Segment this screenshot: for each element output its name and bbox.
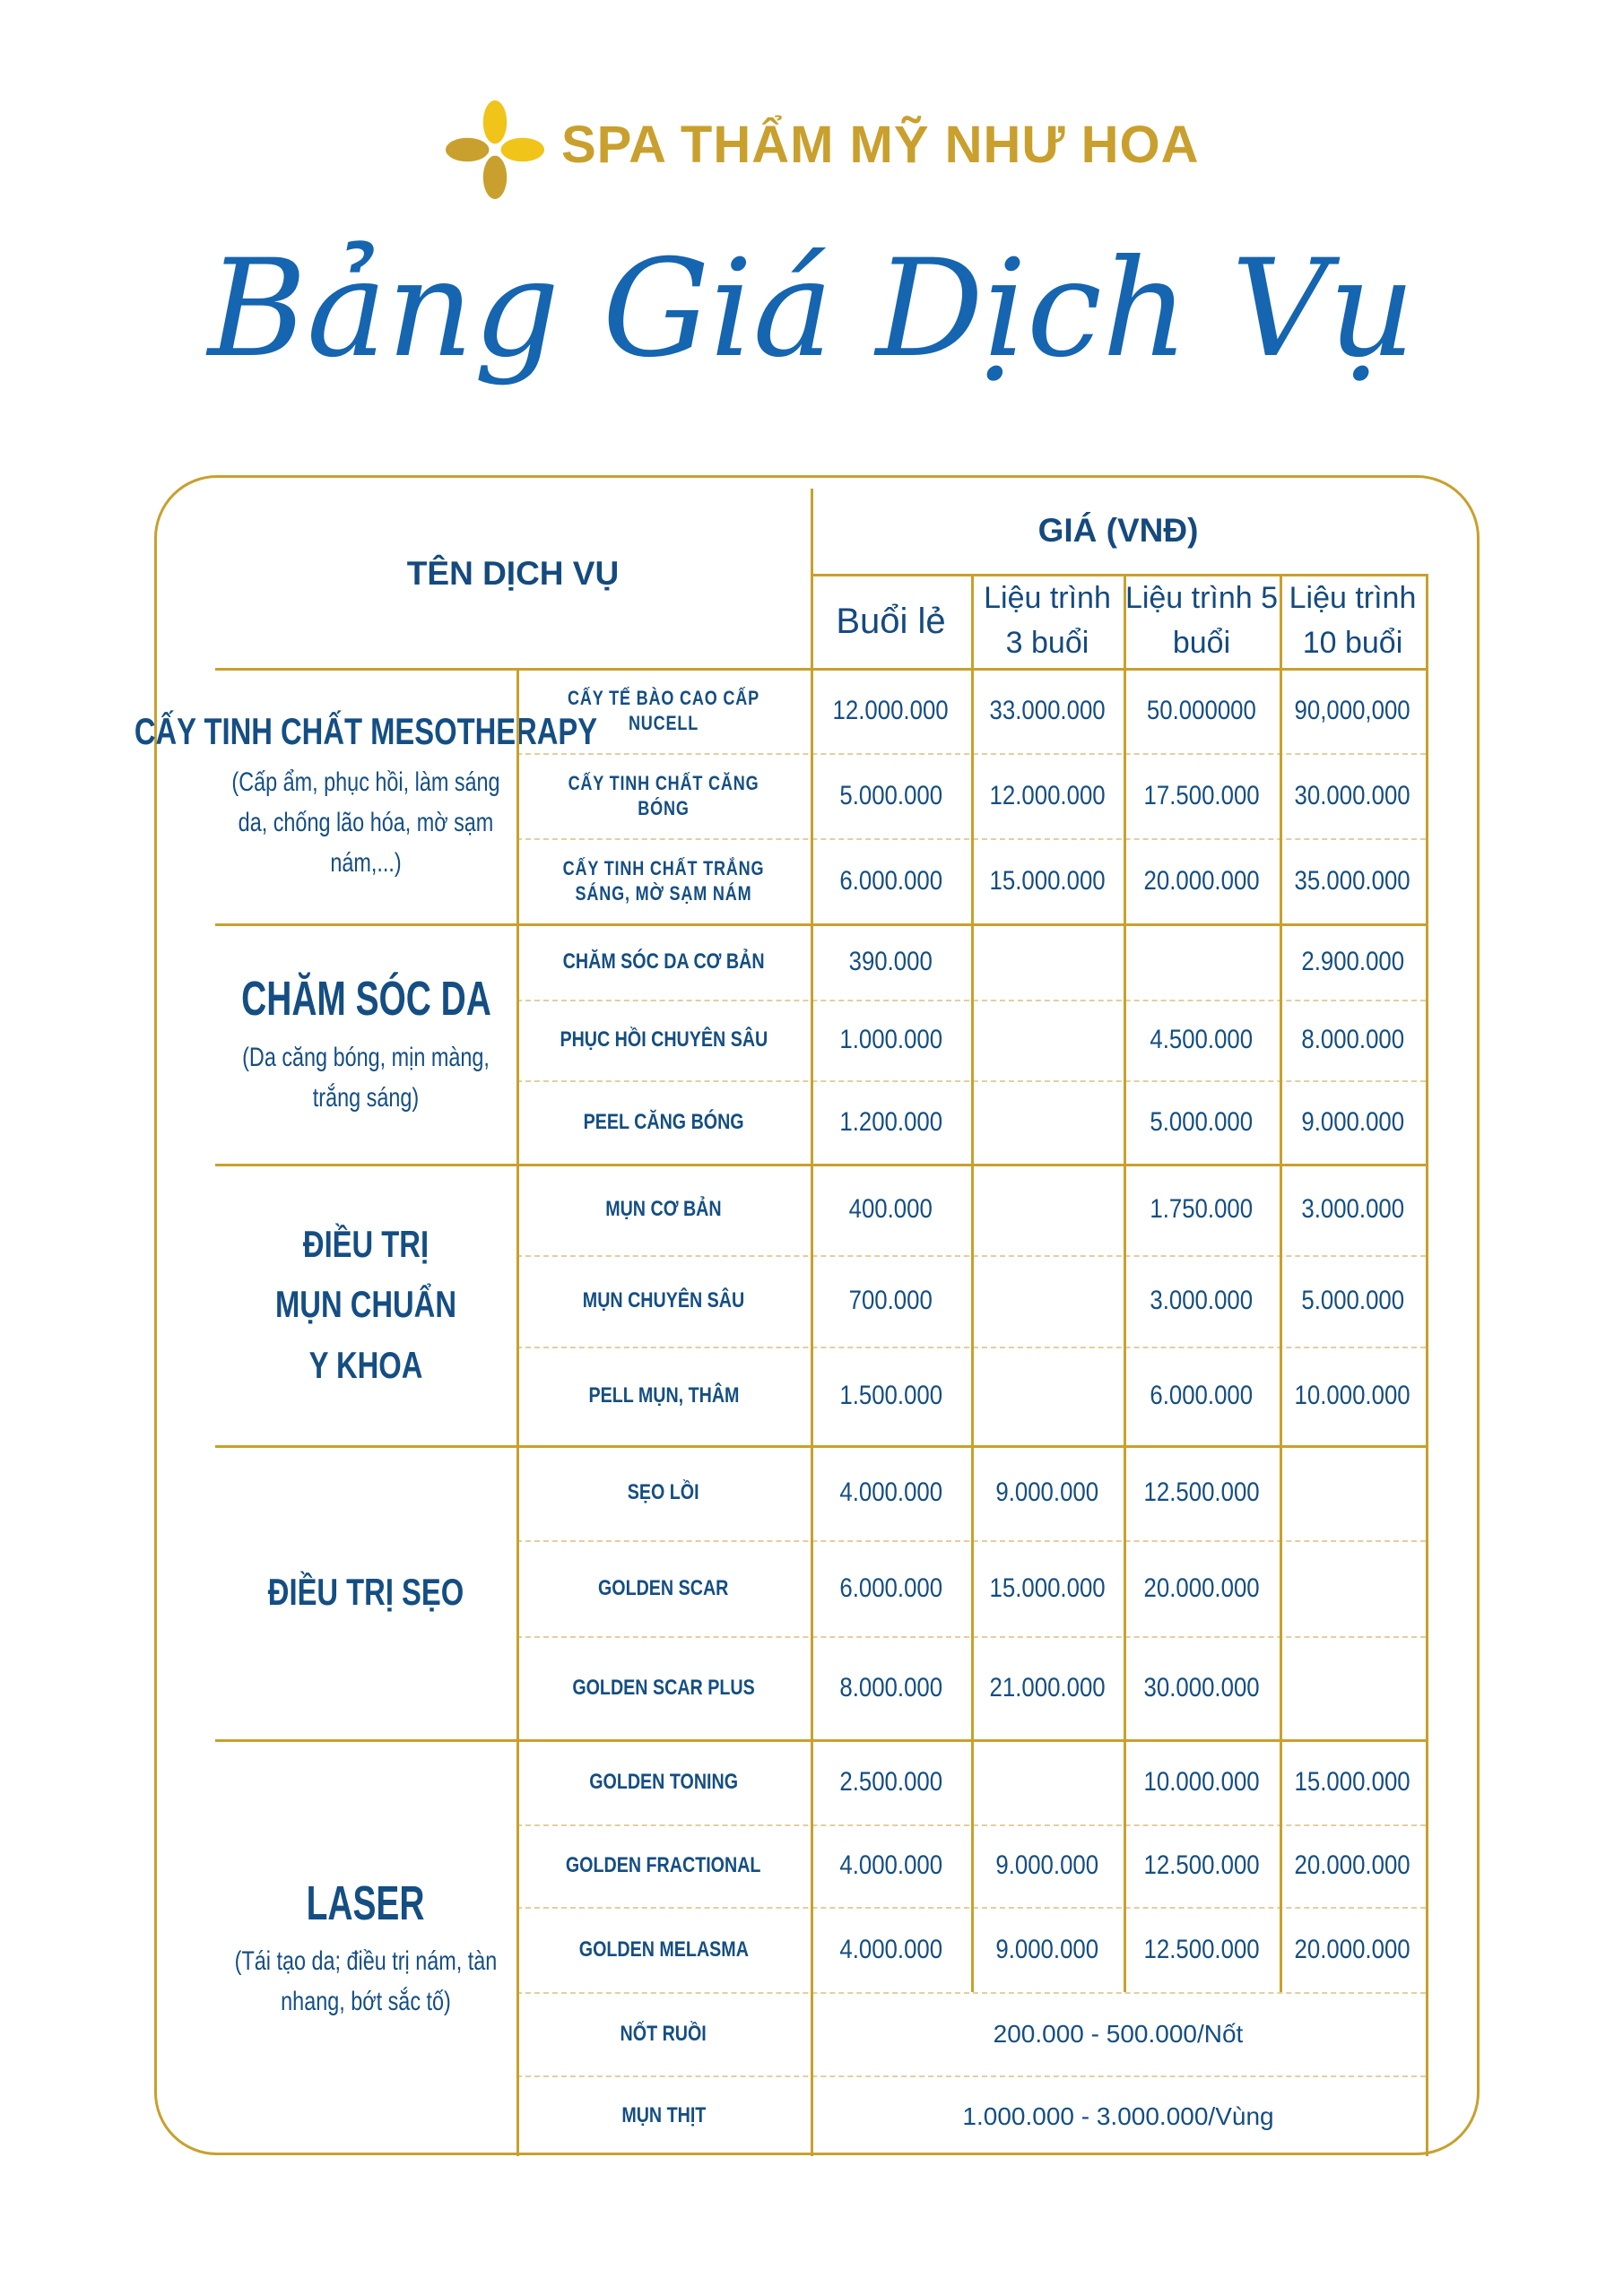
price-cell: 20.000.000	[1294, 1850, 1411, 1881]
price-cell: 1.750.000	[1150, 1194, 1254, 1225]
service-name: SẸO LỒI	[628, 1480, 699, 1504]
price-col-line	[971, 1080, 974, 1164]
price-cell: 35.000.000	[1294, 865, 1411, 896]
service-name: PELL MỤN, THÂM	[587, 1383, 739, 1408]
category-divider	[215, 1164, 1426, 1166]
price-cell	[971, 1000, 1124, 1080]
price-col-line	[1124, 923, 1126, 1000]
price-col-line	[971, 1636, 974, 1739]
price-col-line	[1280, 1080, 1282, 1164]
price-cell: 12.500.000	[1143, 1477, 1260, 1508]
category-name: ĐIỀU TRỊ MỤN CHUẨN Y KHOA	[274, 1223, 456, 1386]
price-cell	[971, 1255, 1124, 1347]
flower-icon	[446, 100, 544, 199]
price-cell: 15.000.000	[1294, 1766, 1411, 1797]
price-col-line	[971, 1824, 974, 1907]
price-left-line	[811, 1164, 813, 1445]
category-name: CHĂM SÓC DA	[240, 972, 491, 1027]
price-cell: 15.000.000	[989, 1573, 1106, 1603]
price-cell: 2.900.000	[1301, 946, 1404, 976]
service-name: MỤN CƠ BẢN	[605, 1197, 722, 1221]
column-header-1: Buổi lẻ	[836, 601, 946, 641]
price-cell: 9.000.000	[1301, 1106, 1404, 1137]
service-name: PEEL CĂNG BÓNG	[583, 1109, 744, 1134]
price-cell: 9.000.000	[995, 1477, 1099, 1508]
price-cell: 4.000.000	[839, 1477, 942, 1508]
price-cell: 4.500.000	[1150, 1025, 1254, 1055]
service-name: PHỤC HỒI CHUYÊN SÂU	[560, 1027, 768, 1052]
price-col-line	[1124, 668, 1126, 753]
service-name: MỤN THỊT	[621, 2103, 707, 2127]
service-name: CẤY TINH CHẤT TRẮNG SÁNG, MỜ SẠM NÁM	[562, 857, 765, 905]
category-name: CẤY TINH CHẤT MESOTHERAPY	[134, 709, 598, 752]
column-header-4: Liệu trình 10 buổi	[1289, 581, 1417, 660]
price-cell	[1280, 1540, 1426, 1636]
service-col-line	[516, 923, 519, 1164]
page-title: Bảng Giá Dịch Vụ	[207, 231, 1416, 387]
price-col-line	[971, 923, 974, 1000]
price-col-line	[1280, 668, 1282, 753]
price-cell: 6.000.000	[1150, 1381, 1254, 1411]
table-right-line	[1426, 668, 1428, 923]
brand-name: SPA THẨM MỸ NHƯ HOA	[561, 116, 1200, 174]
price-col-line	[1124, 1540, 1126, 1636]
price-cell	[1280, 1636, 1426, 1739]
price-cell: 8.000.000	[839, 1672, 942, 1703]
price-cell: 90,000,000	[1294, 695, 1411, 725]
price-cell: 15.000.000	[989, 865, 1106, 896]
category-divider	[215, 923, 1426, 926]
price-cell: 1.500.000	[839, 1381, 942, 1411]
price-col-line	[1124, 1445, 1126, 1540]
category-name: LASER	[307, 1876, 425, 1930]
price-col-line	[971, 1540, 974, 1636]
price-col-line	[971, 753, 974, 838]
price-col-line	[1124, 1907, 1126, 1992]
price-cell: 4.000.000	[839, 1934, 942, 1964]
category-note: (Da căng bóng, mịn màng, trắng sáng)	[242, 1042, 490, 1113]
price-cell: 12.000.000	[989, 780, 1106, 810]
price-cell: 20.000.000	[1294, 1934, 1411, 1964]
price-cell: 17.500.000	[1143, 780, 1260, 810]
price-cell: 9.000.000	[995, 1934, 1099, 1964]
price-cell: 9.000.000	[995, 1850, 1099, 1881]
price-left-line	[811, 1445, 813, 1739]
price-cell: 12.500.000	[1143, 1934, 1260, 1964]
price-left-line	[811, 923, 813, 1164]
service-name: GOLDEN FRACTIONAL	[566, 1853, 761, 1877]
price-col-line	[1280, 838, 1282, 923]
category-cell	[134, 668, 598, 923]
price-col-line	[1124, 1739, 1126, 1824]
service-col-line	[516, 1445, 519, 1739]
table-right-line	[1426, 1739, 1428, 2156]
service-name: GOLDEN SCAR PLUS	[572, 1675, 755, 1700]
price-col-line	[1280, 1255, 1282, 1347]
price-cell: 12.500.000	[1143, 1850, 1260, 1881]
category-cell	[215, 1445, 516, 1739]
price-left-line	[811, 668, 813, 923]
service-name: CHĂM SÓC DA CƠ BẢN	[562, 949, 765, 974]
category-cell	[215, 923, 516, 1164]
price-cell: 2.500.000	[839, 1766, 942, 1797]
price-cell: 6.000.000	[839, 865, 942, 896]
price-col-line	[1280, 1540, 1282, 1636]
category-name: ĐIỀU TRỊ SẸO	[267, 1570, 464, 1613]
price-col-line	[1124, 838, 1126, 923]
service-col-line	[516, 668, 519, 923]
price-col-line	[1280, 1000, 1282, 1080]
price-cell: 10.000.000	[1294, 1381, 1411, 1411]
price-col-line	[1280, 1907, 1282, 1992]
price-cell: 12.000.000	[832, 695, 950, 725]
price-col-line	[971, 1739, 974, 1824]
price-col-line	[1280, 753, 1282, 838]
service-name: CẤY TẾ BÀO CAO CẤP NUCELL	[568, 687, 759, 734]
price-cell: 5.000.000	[1150, 1106, 1254, 1137]
service-name: CẤY TINH CHẤT CĂNG BÓNG	[568, 772, 759, 819]
price-cell: 30.000.000	[1143, 1672, 1260, 1703]
service-name: GOLDEN TONING	[589, 1769, 738, 1794]
price-col-line	[971, 1000, 974, 1080]
price-col-line	[971, 838, 974, 923]
price-col-line	[971, 1445, 974, 1540]
price-col-line	[1280, 923, 1282, 1000]
price-cell: 50.000000	[1147, 695, 1256, 725]
price-cell: 1.200.000	[839, 1106, 942, 1137]
price-cell	[971, 1347, 1124, 1445]
price-cell: 1.000.000	[839, 1025, 942, 1055]
price-cell: 5.000.000	[839, 780, 942, 810]
price-col-line	[1280, 1164, 1282, 1255]
column-header-service-name: TÊN DỊCH VỤ	[406, 554, 620, 592]
price-cell: 21.000.000	[989, 1672, 1106, 1703]
price-cell: 5.000.000	[1301, 1286, 1404, 1316]
price-cell	[1124, 923, 1280, 1000]
price-col-line	[1280, 1636, 1282, 1739]
service-name: GOLDEN MELASMA	[578, 1936, 749, 1962]
price-cell: 3.000.000	[1301, 1194, 1404, 1225]
category-note: (Tái tạo da; điều trị nám, tàn nhang, bớt sắc tố)	[234, 1946, 498, 2017]
price-col-line	[1280, 1824, 1282, 1907]
price-cell	[1280, 1445, 1426, 1540]
price-col-line	[1124, 1636, 1126, 1739]
price-col-line	[971, 1347, 974, 1445]
table-right-line	[1426, 1445, 1428, 1739]
price-cell: 8.000.000	[1301, 1025, 1404, 1055]
price-col-line	[971, 1164, 974, 1255]
column-header-3: Liệu trình 5 buổi	[1124, 581, 1279, 660]
price-cell: 6.000.000	[839, 1573, 942, 1603]
service-name: NỐT RUỒI	[620, 2021, 707, 2046]
price-cell: 400.000	[848, 1194, 933, 1225]
price-col-line	[1124, 753, 1126, 838]
price-cell: 30.000.000	[1294, 780, 1411, 810]
service-col-line	[516, 1739, 519, 2156]
price-col-line	[1124, 1164, 1126, 1255]
category-note: (Cấp ẩm, phục hồi, làm sáng da, chống lão hóa, mờ sạm nám,...)	[231, 767, 500, 879]
price-range: 1.000.000 - 3.000.000/Vùng	[962, 2101, 1274, 2130]
price-cell	[971, 1739, 1124, 1824]
price-range: 200.000 - 500.000/Nốt	[993, 2020, 1244, 2048]
price-col-line	[1280, 1347, 1282, 1445]
price-cell: 390.000	[848, 946, 933, 976]
category-divider	[215, 1445, 1426, 1448]
price-cell: 3.000.000	[1150, 1286, 1254, 1316]
price-cell	[971, 923, 1124, 1000]
category-divider	[215, 1739, 1426, 1742]
price-cell: 20.000.000	[1143, 1573, 1260, 1603]
price-left-line	[811, 1739, 813, 2156]
column-header-price: GIÁ (VNĐ)	[1037, 512, 1199, 550]
service-name: GOLDEN SCAR	[598, 1575, 729, 1600]
price-cell	[971, 1164, 1124, 1255]
table-right-line	[1426, 1164, 1428, 1445]
table-right-line	[1426, 923, 1428, 1164]
price-col-line	[1124, 1347, 1126, 1445]
price-cell: 33.000.000	[989, 695, 1106, 725]
price-col-line	[1124, 1824, 1126, 1907]
price-col-line	[1124, 1000, 1126, 1080]
service-col-line	[516, 1164, 519, 1445]
price-cell: 700.000	[848, 1286, 933, 1316]
price-col-line	[1124, 1255, 1126, 1347]
price-col-line	[971, 1255, 974, 1347]
header-right-line	[1426, 574, 1428, 668]
price-cell	[971, 1080, 1124, 1164]
column-header-2: Liệu trình 3 buổi	[984, 581, 1111, 660]
price-col-line	[1280, 1445, 1282, 1540]
price-col-line	[1280, 1739, 1282, 1824]
service-name: MỤN CHUYÊN SÂU	[582, 1288, 745, 1313]
price-col-line	[971, 1907, 974, 1992]
category-cell	[215, 1739, 516, 2156]
price-col-line	[1124, 1080, 1126, 1164]
category-cell	[215, 1164, 516, 1445]
price-cell: 20.000.000	[1143, 865, 1260, 896]
price-cell: 4.000.000	[839, 1850, 942, 1881]
price-cell: 10.000.000	[1143, 1766, 1260, 1797]
price-col-line	[971, 668, 974, 753]
